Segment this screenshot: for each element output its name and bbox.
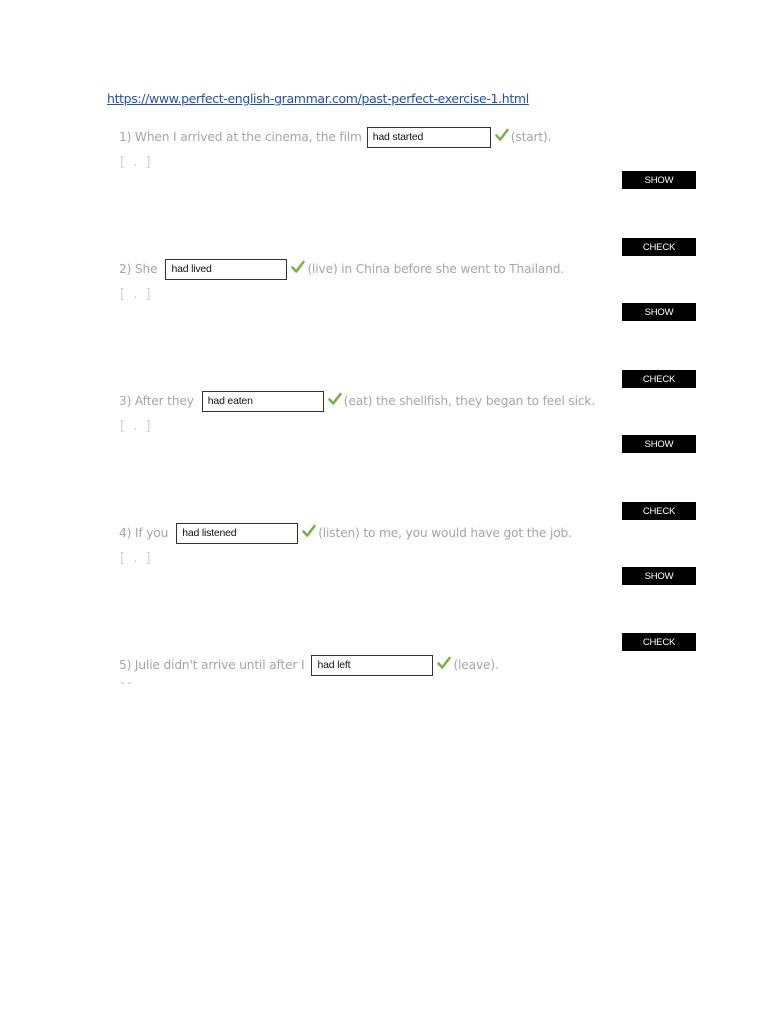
- question-3: [119, 390, 595, 412]
- question-4: [119, 522, 572, 544]
- question-3-feedback-bracket: [ . ]: [120, 419, 153, 434]
- question-2-answer-input[interactable]: had lived: [165, 259, 287, 280]
- question-1-feedback-bracket: [ . ]: [120, 155, 153, 170]
- question-4-hint: (listen) to me, you would have got the job.: [318, 526, 572, 540]
- question-1-prompt: 1) When I arrived at the cinema, the film: [119, 130, 362, 144]
- show-button-1[interactable]: SHOW: [622, 171, 696, 189]
- exercise-url-link[interactable]: https://www.perfect-english-grammar.com/past-perfect-exercise-1.html: [107, 91, 529, 106]
- question-5-answer-input[interactable]: had left: [311, 655, 433, 676]
- check-button-4[interactable]: CHECK: [622, 502, 696, 520]
- check-button-2[interactable]: CHECK: [622, 238, 696, 256]
- show-button-4[interactable]: SHOW: [622, 567, 696, 585]
- question-5-hint: (leave).: [453, 658, 499, 672]
- question-2-feedback-bracket: [ . ]: [120, 287, 153, 302]
- question-1-answer-input[interactable]: had started: [367, 127, 491, 148]
- question-4-answer-input[interactable]: had listened: [176, 523, 298, 544]
- checkmark-icon: [437, 656, 451, 670]
- checkmark-icon: [328, 392, 342, 406]
- question-2-hint: (live) in China before she went to Thailand.: [307, 262, 565, 276]
- checkmark-icon: [495, 128, 509, 142]
- show-button-3[interactable]: SHOW: [622, 435, 696, 453]
- question-3-answer-input[interactable]: had eaten: [202, 391, 324, 412]
- cropped-feedback-bracket: [121, 682, 135, 686]
- question-3-prompt: 3) After they: [119, 394, 194, 408]
- checkmark-icon: [291, 260, 305, 274]
- question-5-prompt: 5) Julie didn't arrive until after I: [119, 658, 305, 672]
- check-button-5[interactable]: CHECK: [622, 633, 696, 651]
- question-1: [119, 126, 551, 148]
- question-4-feedback-bracket: [ . ]: [120, 551, 153, 566]
- question-5: [119, 654, 499, 676]
- question-4-prompt: 4) If you: [119, 526, 169, 540]
- checkmark-icon: [302, 524, 316, 538]
- show-button-2[interactable]: SHOW: [622, 303, 696, 321]
- question-2: [119, 258, 564, 280]
- question-2-prompt: 2) She: [119, 262, 158, 276]
- question-3-hint: (eat) the shellfish, they began to feel sick.: [343, 394, 596, 408]
- check-button-3[interactable]: CHECK: [622, 370, 696, 388]
- question-1-hint: (start).: [510, 130, 552, 144]
